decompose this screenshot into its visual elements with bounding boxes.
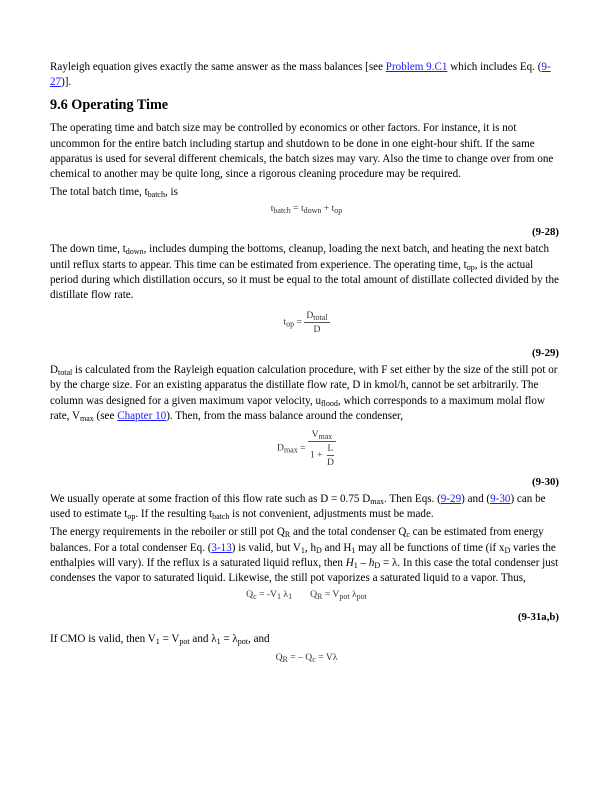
fraction-dtotal-over-d: $\frac{D_{total}}{D}$	[306, 310, 328, 336]
fraction-dmax: $V_{max}$ 1 + $\frac{L}{D}$	[309, 429, 334, 469]
intro-text: Rayleigh equation gives exactly the same answer as the mass balances [see	[50, 61, 386, 73]
paragraph-down-time: The down time, $t_{down}$, includes dumping the bottoms, cleanup, loading the next batch, and heating the next batch until reflux starts to appear. This time can be estimated from experience. The operating time, $t_{op}$, is the actual period during which distillation occurs, so it must be equal to the total amount of distillate collected divided by the distillate flow rate.	[50, 243, 559, 302]
paragraph-energy-requirements: The energy requirements in the reboiler or still pot $Q_R$ and the total condenser $Q_c$ can be estimated from energy balances. For a total condenser Eq. (3-13) is valid, but $V_1$, $h_D$ and $H_1$ may all be functions of time (if $x_D$ varies the enthalpies will vary). If the reflux is a saturated liquid reflux, then $H_1 - h_D = \lambda$. In this case the total condenser just condenses the vapor to saturated liquid. Likewise, the still pot vaporizes a saturated liquid to a vapor. Thus,	[50, 526, 559, 585]
paragraph-operating-time: The operating time and batch size may be controlled by economics or other factors. For instance, it is not uncommon for the entire batch including startup and shutdown to be done in one eight-hour shift. If the same apparatus is used for several different chemicals, the batch sizes may vary. Also the time to change over from one chemical to another may be quite long, since a rigorous cleaning procedure may be required.	[50, 122, 554, 181]
paragraph-dtotal: $D_{total}$ is calculated from the Rayleigh equation calculation procedure, with F set either by the size of the still pot or by the charge size. For an existing apparatus the distillate flow rate, D in kmol/h, cannot be set arbitrarily. The column was designed for a given maximum vapor velocity, $u_{flood}$, which corresponds to a maximum molal flow rate, $V_{max}$ (see Chapter 10). Then, from the mass balance around the condenser,	[50, 364, 558, 423]
intro-text-2: which includes Eq. (	[447, 61, 542, 73]
equation-number-9-30: (9-30)	[532, 476, 559, 489]
equation-number-9-31: (9-31a,b)	[517, 611, 559, 624]
equation-9-30: $D_{max}$ = $V_{max}$ 1 + $\frac{L}{D}$	[277, 429, 334, 469]
paragraph-total-batch-time: The total batch time, $t_{batch}$, is	[50, 186, 178, 200]
eq-9-29-link[interactable]: 9-29	[440, 493, 462, 506]
equation-9-28: $t_{batch} = t_{down} + t_{op}$	[270, 203, 343, 216]
problem-9c1-link[interactable]: Problem 9.C1	[385, 61, 448, 73]
eq-9-30-link[interactable]: 9-30	[490, 493, 511, 506]
section-heading: 9.6 Operating Time	[50, 97, 169, 114]
document-page	[50, 60, 563, 664]
eq-9-27-link[interactable]: 9-27	[50, 61, 551, 89]
paragraph-cmo: If CMO is valid, then $V_1 = V_{pot}$ and $\lambda_1 = \lambda_{pot}$, and	[50, 633, 270, 647]
intro-text-end: )].	[61, 76, 72, 89]
fraction-l-over-d: $\frac{L}{D}$	[327, 443, 334, 469]
intro-paragraph	[50, 60, 563, 90]
equation-9-31: $Q_c = -V_1$ $\lambda_1$ $Q_R = V_{pot}$ $\lambda_{pot}$	[246, 589, 367, 602]
chapter-10-link[interactable]: Chapter 10	[117, 409, 167, 422]
eq-3-13-link[interactable]: 3-13	[211, 541, 232, 554]
equation-9-32: $Q_R$ = – $Q_c = V\lambda$	[275, 652, 338, 665]
paragraph-operating-fraction: We usually operate at some fraction of this flow rate such as D = 0.75 $D_{max}$. Then Eqs. (9-29) and (9-30) can be used to estimate $t_{op}$. If the resulting $t_{batch}$ is not convenient, adjustments must be made.	[50, 493, 546, 522]
equation-number-9-29: (9-29)	[532, 347, 559, 360]
equation-9-29: $t_{op}$ = $\frac{D_{total}}{D}$	[283, 310, 328, 336]
equation-number-9-28: (9-28)	[532, 226, 559, 239]
